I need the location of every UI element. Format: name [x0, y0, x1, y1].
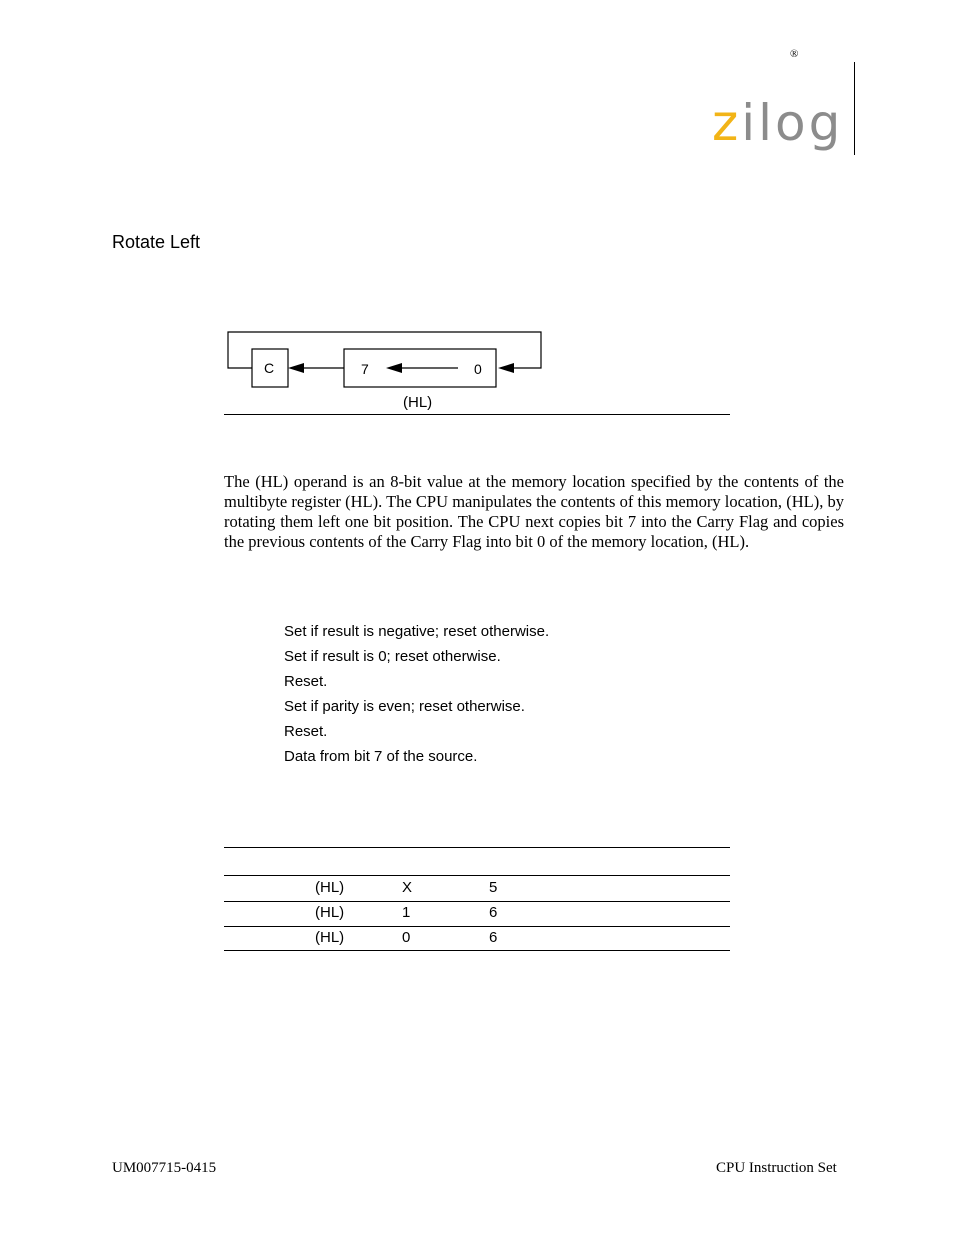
header-vertical-rule [854, 62, 855, 155]
bit-0-label: 0 [474, 361, 482, 377]
flag-n-description: Reset. [284, 723, 328, 740]
table-row-rule [224, 926, 730, 927]
operand-label: (HL) [403, 394, 433, 411]
table-row-rule [224, 901, 730, 902]
table-row-2-value-b: 6 [489, 904, 498, 921]
arrowhead-internal [386, 363, 402, 373]
table-row-1-value-a: X [402, 879, 413, 896]
flag-s-description: Set if result is negative; reset otherwise. [284, 623, 550, 640]
table-bottom-rule [224, 950, 730, 951]
table-row-2-operand: (HL) [315, 904, 345, 921]
rotate-left-diagram [220, 322, 550, 394]
arrowhead-carry [288, 363, 304, 373]
flag-c-description: Data from bit 7 of the source. [284, 748, 478, 765]
description-paragraph: The (HL) operand is an 8-bit value at the memory location specified by the contents of the multibyte register (HL). The CPU manipulates the contents of this memory location, (HL), by rotating them left one bit position. The CPU next copies bit 7 into the Carry Flag and copies the previous contents of the Carry Flag into bit 0 of the memory location, (HL). [224, 472, 844, 551]
registered-mark: ® [790, 48, 799, 60]
zilog-logo [712, 94, 844, 152]
footer-section-name: CPU Instruction Set [716, 1160, 837, 1176]
carry-box-label: C [264, 360, 275, 376]
table-top-rule [224, 847, 730, 848]
table-row-1-value-b: 5 [489, 879, 498, 896]
table-row-2-value-a: 1 [402, 904, 411, 921]
bit-7-label: 7 [361, 361, 369, 377]
feedback-loop-line [228, 332, 541, 368]
table-row-3-operand: (HL) [315, 929, 345, 946]
table-row-3-value-a: 0 [402, 929, 411, 946]
flag-h-description: Reset. [284, 673, 328, 690]
diagram-underline [224, 414, 730, 415]
flag-z-description: Set if result is 0; reset otherwise. [284, 648, 501, 665]
flag-pv-description: Set if parity is even; reset otherwise. [284, 698, 525, 715]
table-row-1-operand: (HL) [315, 879, 345, 896]
footer-document-id: UM007715-0415 [112, 1160, 217, 1176]
logo-letters-rest: ilog [741, 94, 844, 152]
table-row-3-value-b: 6 [489, 929, 498, 946]
arrowhead-bit0 [498, 363, 514, 373]
table-header-rule [224, 875, 730, 876]
section-title: Rotate Left [112, 232, 201, 252]
logo-letter-z: z [712, 94, 742, 152]
